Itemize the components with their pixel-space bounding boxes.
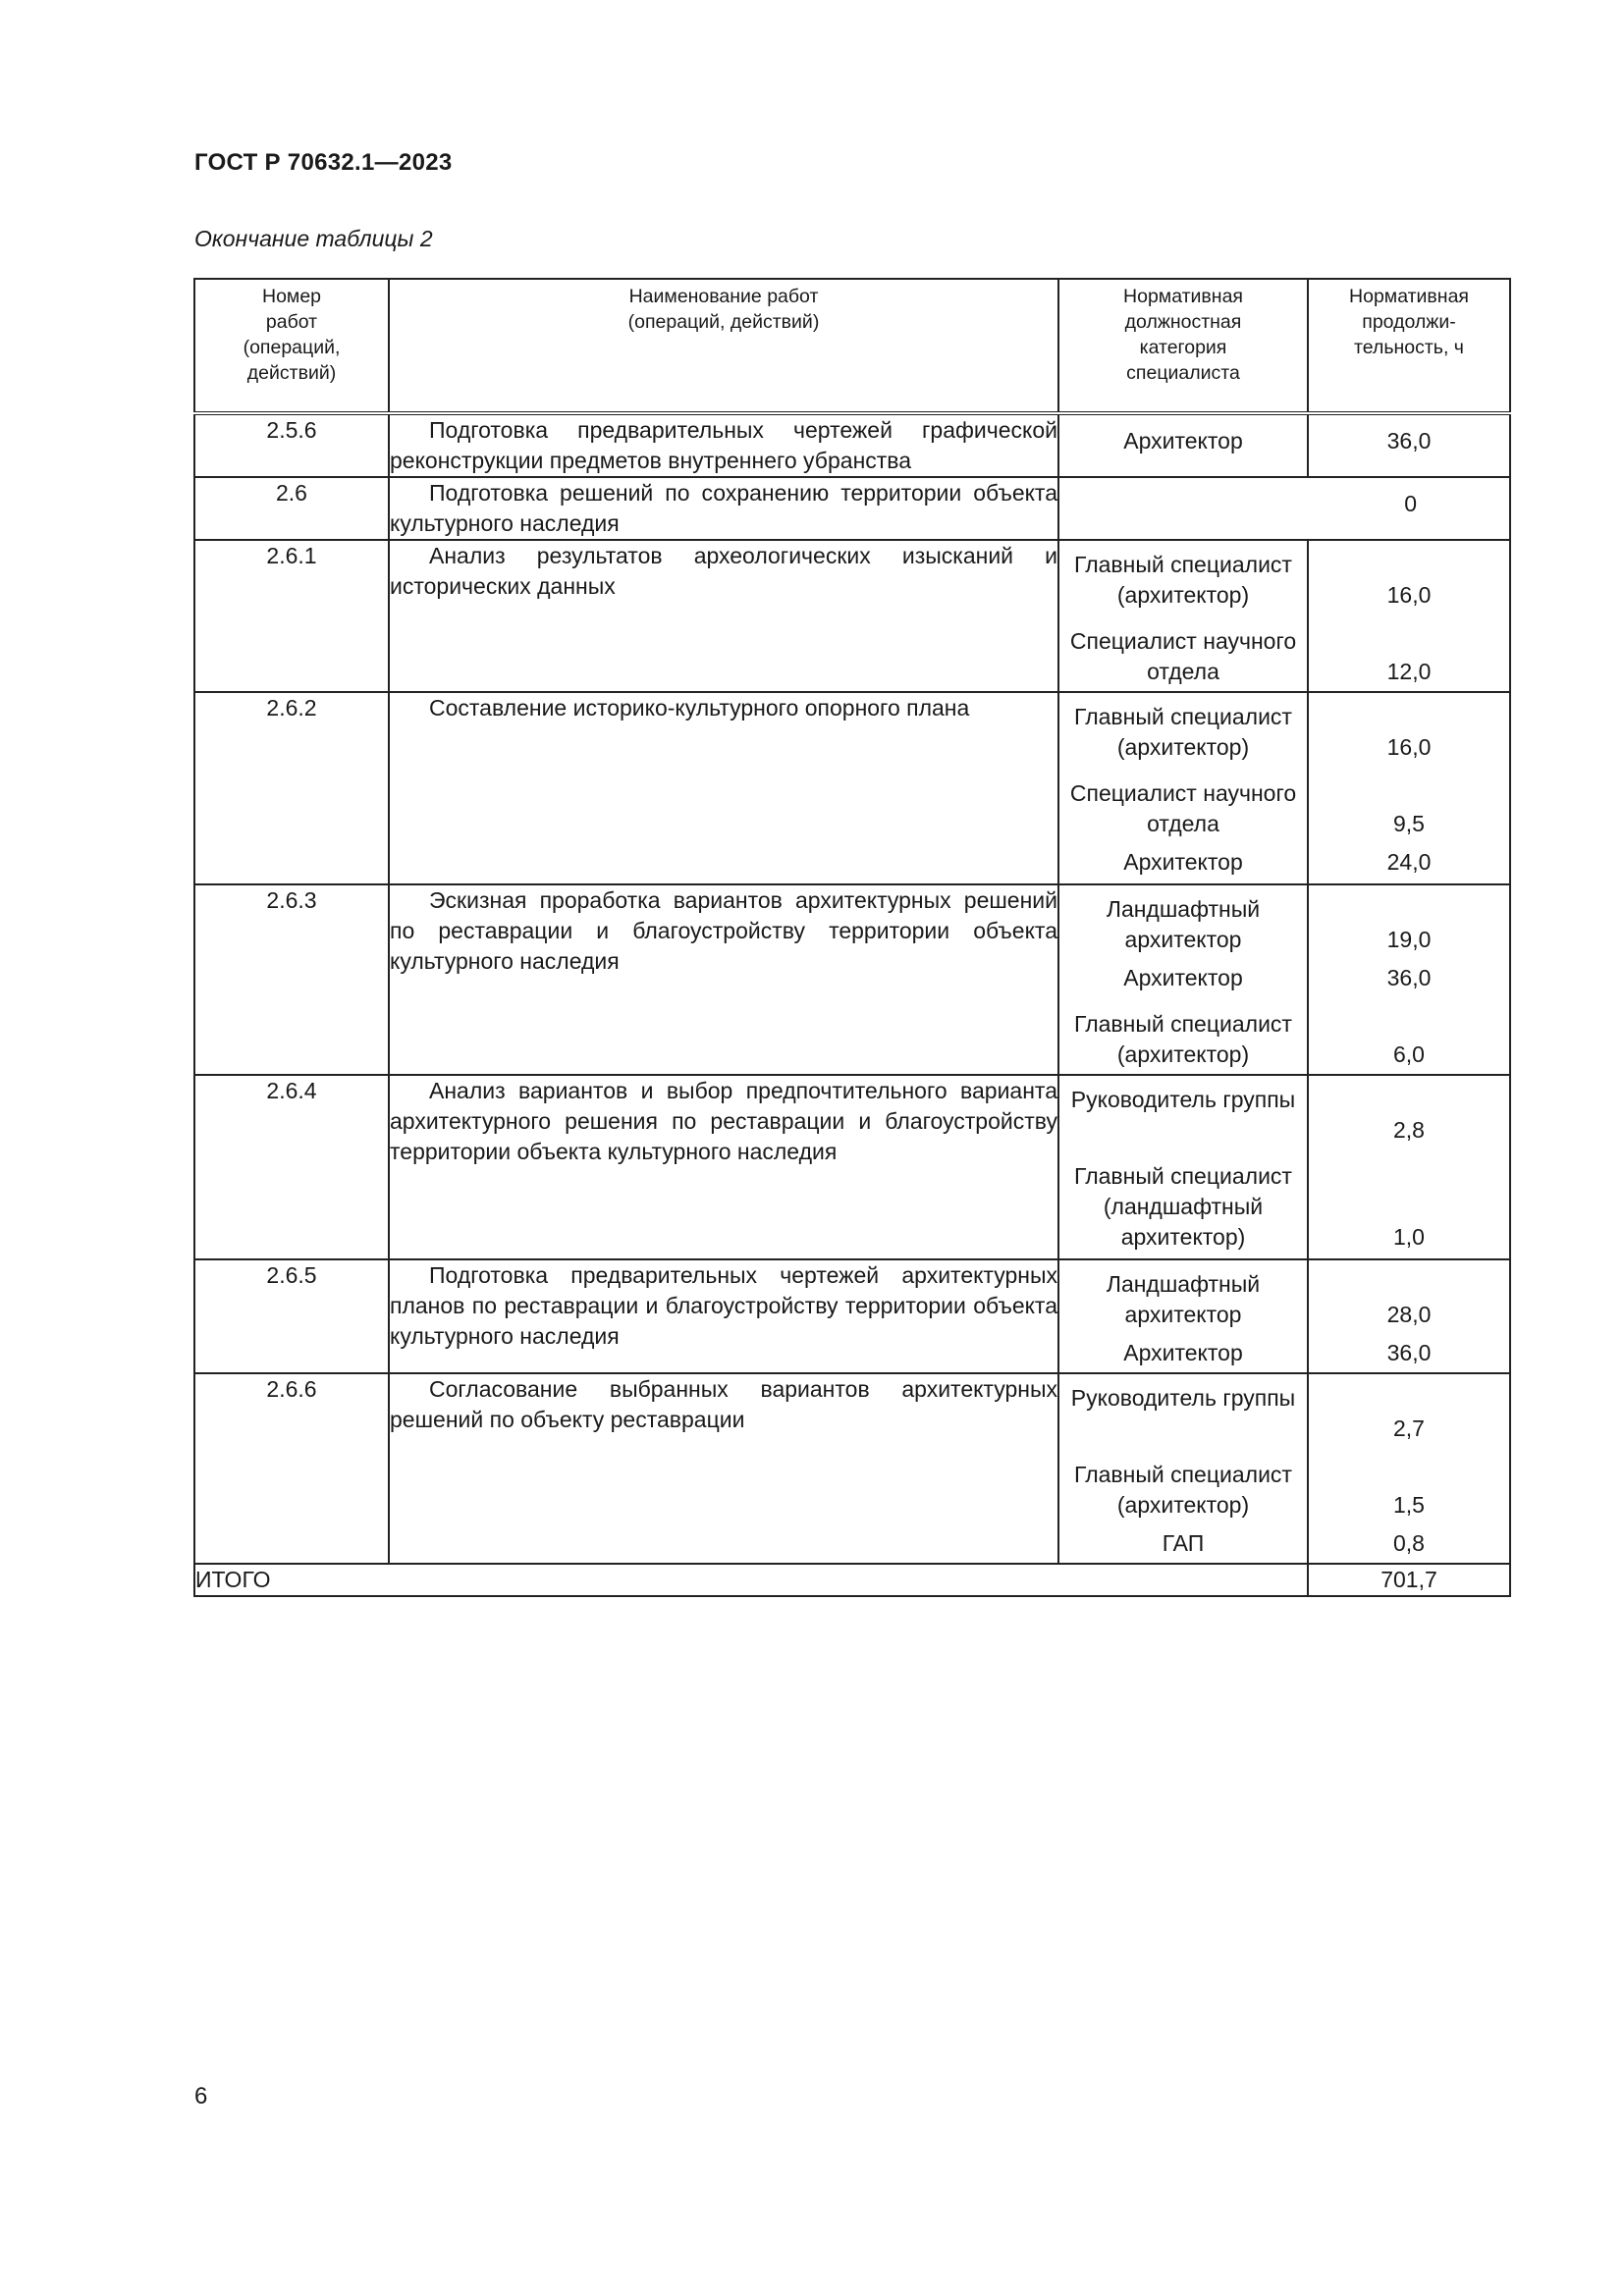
header-line: работ xyxy=(265,311,318,333)
row-name: Эскизная проработка вариантов архитектурных решений по реставрации и благоустройству территории объекта культурного наследия xyxy=(389,884,1058,1075)
duration-value: 9,5 xyxy=(1393,811,1425,836)
specialist-entry: Специалист научного отдела xyxy=(1069,780,1297,836)
duration-value: 24,0 xyxy=(1386,849,1432,875)
specialist-entry: Ландшафтный архитектор xyxy=(1106,1271,1261,1327)
row-number: 2.6.3 xyxy=(194,884,389,1075)
specialist-entry: Архитектор xyxy=(1123,1340,1243,1365)
row-durations xyxy=(1308,1259,1510,1373)
duration-value: 16,0 xyxy=(1386,734,1432,760)
column-header-specialist xyxy=(1058,279,1308,413)
duration-value: 12,0 xyxy=(1386,659,1432,684)
specialist-entry: Руководитель группы xyxy=(1070,1385,1296,1411)
row-number: 2.6.6 xyxy=(194,1373,389,1564)
total-value: 701,7 xyxy=(1308,1564,1510,1596)
row-name: Согласование выбранных вариантов архитектурных решений по объекту реставрации xyxy=(389,1373,1058,1564)
row-durations xyxy=(1308,884,1510,1075)
column-header-name xyxy=(389,279,1058,413)
header-line: Номер xyxy=(261,286,322,307)
duration-value: 0,8 xyxy=(1393,1530,1425,1556)
duration-value: 19,0 xyxy=(1386,927,1432,952)
duration-value: 28,0 xyxy=(1386,1302,1432,1327)
header-line: специалиста xyxy=(1126,362,1240,384)
row-number: 2.6.4 xyxy=(194,1075,389,1259)
header-line: действий) xyxy=(246,362,337,384)
total-row xyxy=(194,1564,1510,1596)
duration-value: 6,0 xyxy=(1393,1041,1425,1067)
duration-value: 1,5 xyxy=(1393,1492,1425,1518)
row-durations xyxy=(1308,1373,1510,1564)
row-specialists xyxy=(1058,1259,1308,1373)
specialist-entry: Архитектор xyxy=(1123,965,1243,990)
table-row xyxy=(194,413,1510,477)
specialist-entry: Главный специалист (архитектор) xyxy=(1074,704,1292,760)
specialist-entry: Архитектор xyxy=(1123,849,1243,875)
header-line: (операций, xyxy=(243,337,341,358)
header-line: категория xyxy=(1139,337,1227,358)
document-code: ГОСТ Р 70632.1—2023 xyxy=(194,149,453,176)
header-line: Нормативная xyxy=(1349,286,1469,307)
row-specialists xyxy=(1058,1075,1308,1259)
table-row xyxy=(194,477,1510,540)
specialist-entry: Главный специалист (ландшафтный архитектор) xyxy=(1074,1163,1292,1250)
row-name: Подготовка решений по сохранению территории объекта культурного наследия xyxy=(389,477,1058,540)
table-row xyxy=(194,692,1510,884)
column-header-duration xyxy=(1308,279,1510,413)
specialist-entry: Главный специалист (архитектор) xyxy=(1074,552,1292,608)
row-durations xyxy=(1308,413,1510,477)
row-durations xyxy=(1308,1075,1510,1259)
duration-value: 36,0 xyxy=(1386,1340,1432,1365)
row-total xyxy=(1058,477,1510,540)
header-line: продолжи- xyxy=(1362,311,1456,333)
header-line: (операций, действий) xyxy=(627,311,820,333)
row-specialists xyxy=(1058,540,1308,692)
specialist-entry: Специалист научного отдела xyxy=(1069,628,1297,684)
table-row xyxy=(194,540,1510,692)
header-line: тельность, ч xyxy=(1354,337,1464,358)
page-number: 6 xyxy=(194,2083,208,2109)
row-number: 2.6.1 xyxy=(194,540,389,692)
specialist-entry: Главный специалист (архитектор) xyxy=(1074,1462,1292,1518)
table-caption: Окончание таблицы 2 xyxy=(194,226,433,251)
row-number: 2.5.6 xyxy=(194,413,389,477)
row-number: 2.6 xyxy=(194,477,389,540)
header-line: Наименование работ xyxy=(628,286,819,307)
table-row xyxy=(194,1075,1510,1259)
row-number: 2.6.5 xyxy=(194,1259,389,1373)
specialist-entry: Ландшафтный архитектор xyxy=(1106,896,1261,952)
specialist-entry: ГАП xyxy=(1162,1530,1205,1556)
row-name: Подготовка предварительных чертежей графической реконструкции предметов внутреннего убранства xyxy=(389,413,1058,477)
row-name: Подготовка предварительных чертежей архитектурных планов по реставрации и благоустройству территории объекта культурного наследия xyxy=(389,1259,1058,1373)
table-row xyxy=(194,1259,1510,1373)
duration-value: 2,7 xyxy=(1393,1415,1425,1441)
header-line: должностная xyxy=(1124,311,1242,333)
row-specialists xyxy=(1058,884,1308,1075)
row-specialists xyxy=(1058,692,1308,884)
specialist-entry: Руководитель группы xyxy=(1070,1087,1296,1112)
row-name: Составление историко-культурного опорного плана xyxy=(389,692,1058,884)
row-number: 2.6.2 xyxy=(194,692,389,884)
row-specialists xyxy=(1058,413,1308,477)
duration-value: 36,0 xyxy=(1386,965,1432,990)
row-specialists xyxy=(1058,1373,1308,1564)
table-header-row xyxy=(194,279,1510,413)
column-header-number xyxy=(194,279,389,413)
table-body xyxy=(194,413,1510,1596)
header-line: Нормативная xyxy=(1123,286,1243,307)
duration-value: 2,8 xyxy=(1393,1117,1425,1143)
norms-table xyxy=(193,278,1511,1597)
row-durations xyxy=(1308,540,1510,692)
row-name: Анализ результатов археологических изысканий и исторических данных xyxy=(389,540,1058,692)
specialist-entry: Главный специалист (архитектор) xyxy=(1074,1011,1292,1067)
table-row xyxy=(194,884,1510,1075)
row-durations xyxy=(1308,692,1510,884)
total-label: ИТОГО xyxy=(194,1564,1308,1596)
duration-value: 16,0 xyxy=(1386,582,1432,608)
duration-value: 36,0 xyxy=(1386,428,1432,454)
specialist-entry: Архитектор xyxy=(1123,428,1243,454)
row-name: Анализ вариантов и выбор предпочтительного варианта архитектурного решения по реставрации и благоустройству территории объекта культурного наследия xyxy=(389,1075,1058,1259)
duration-value: 1,0 xyxy=(1393,1224,1425,1250)
table-row xyxy=(194,1373,1510,1564)
duration-value: 0 xyxy=(1404,491,1417,516)
